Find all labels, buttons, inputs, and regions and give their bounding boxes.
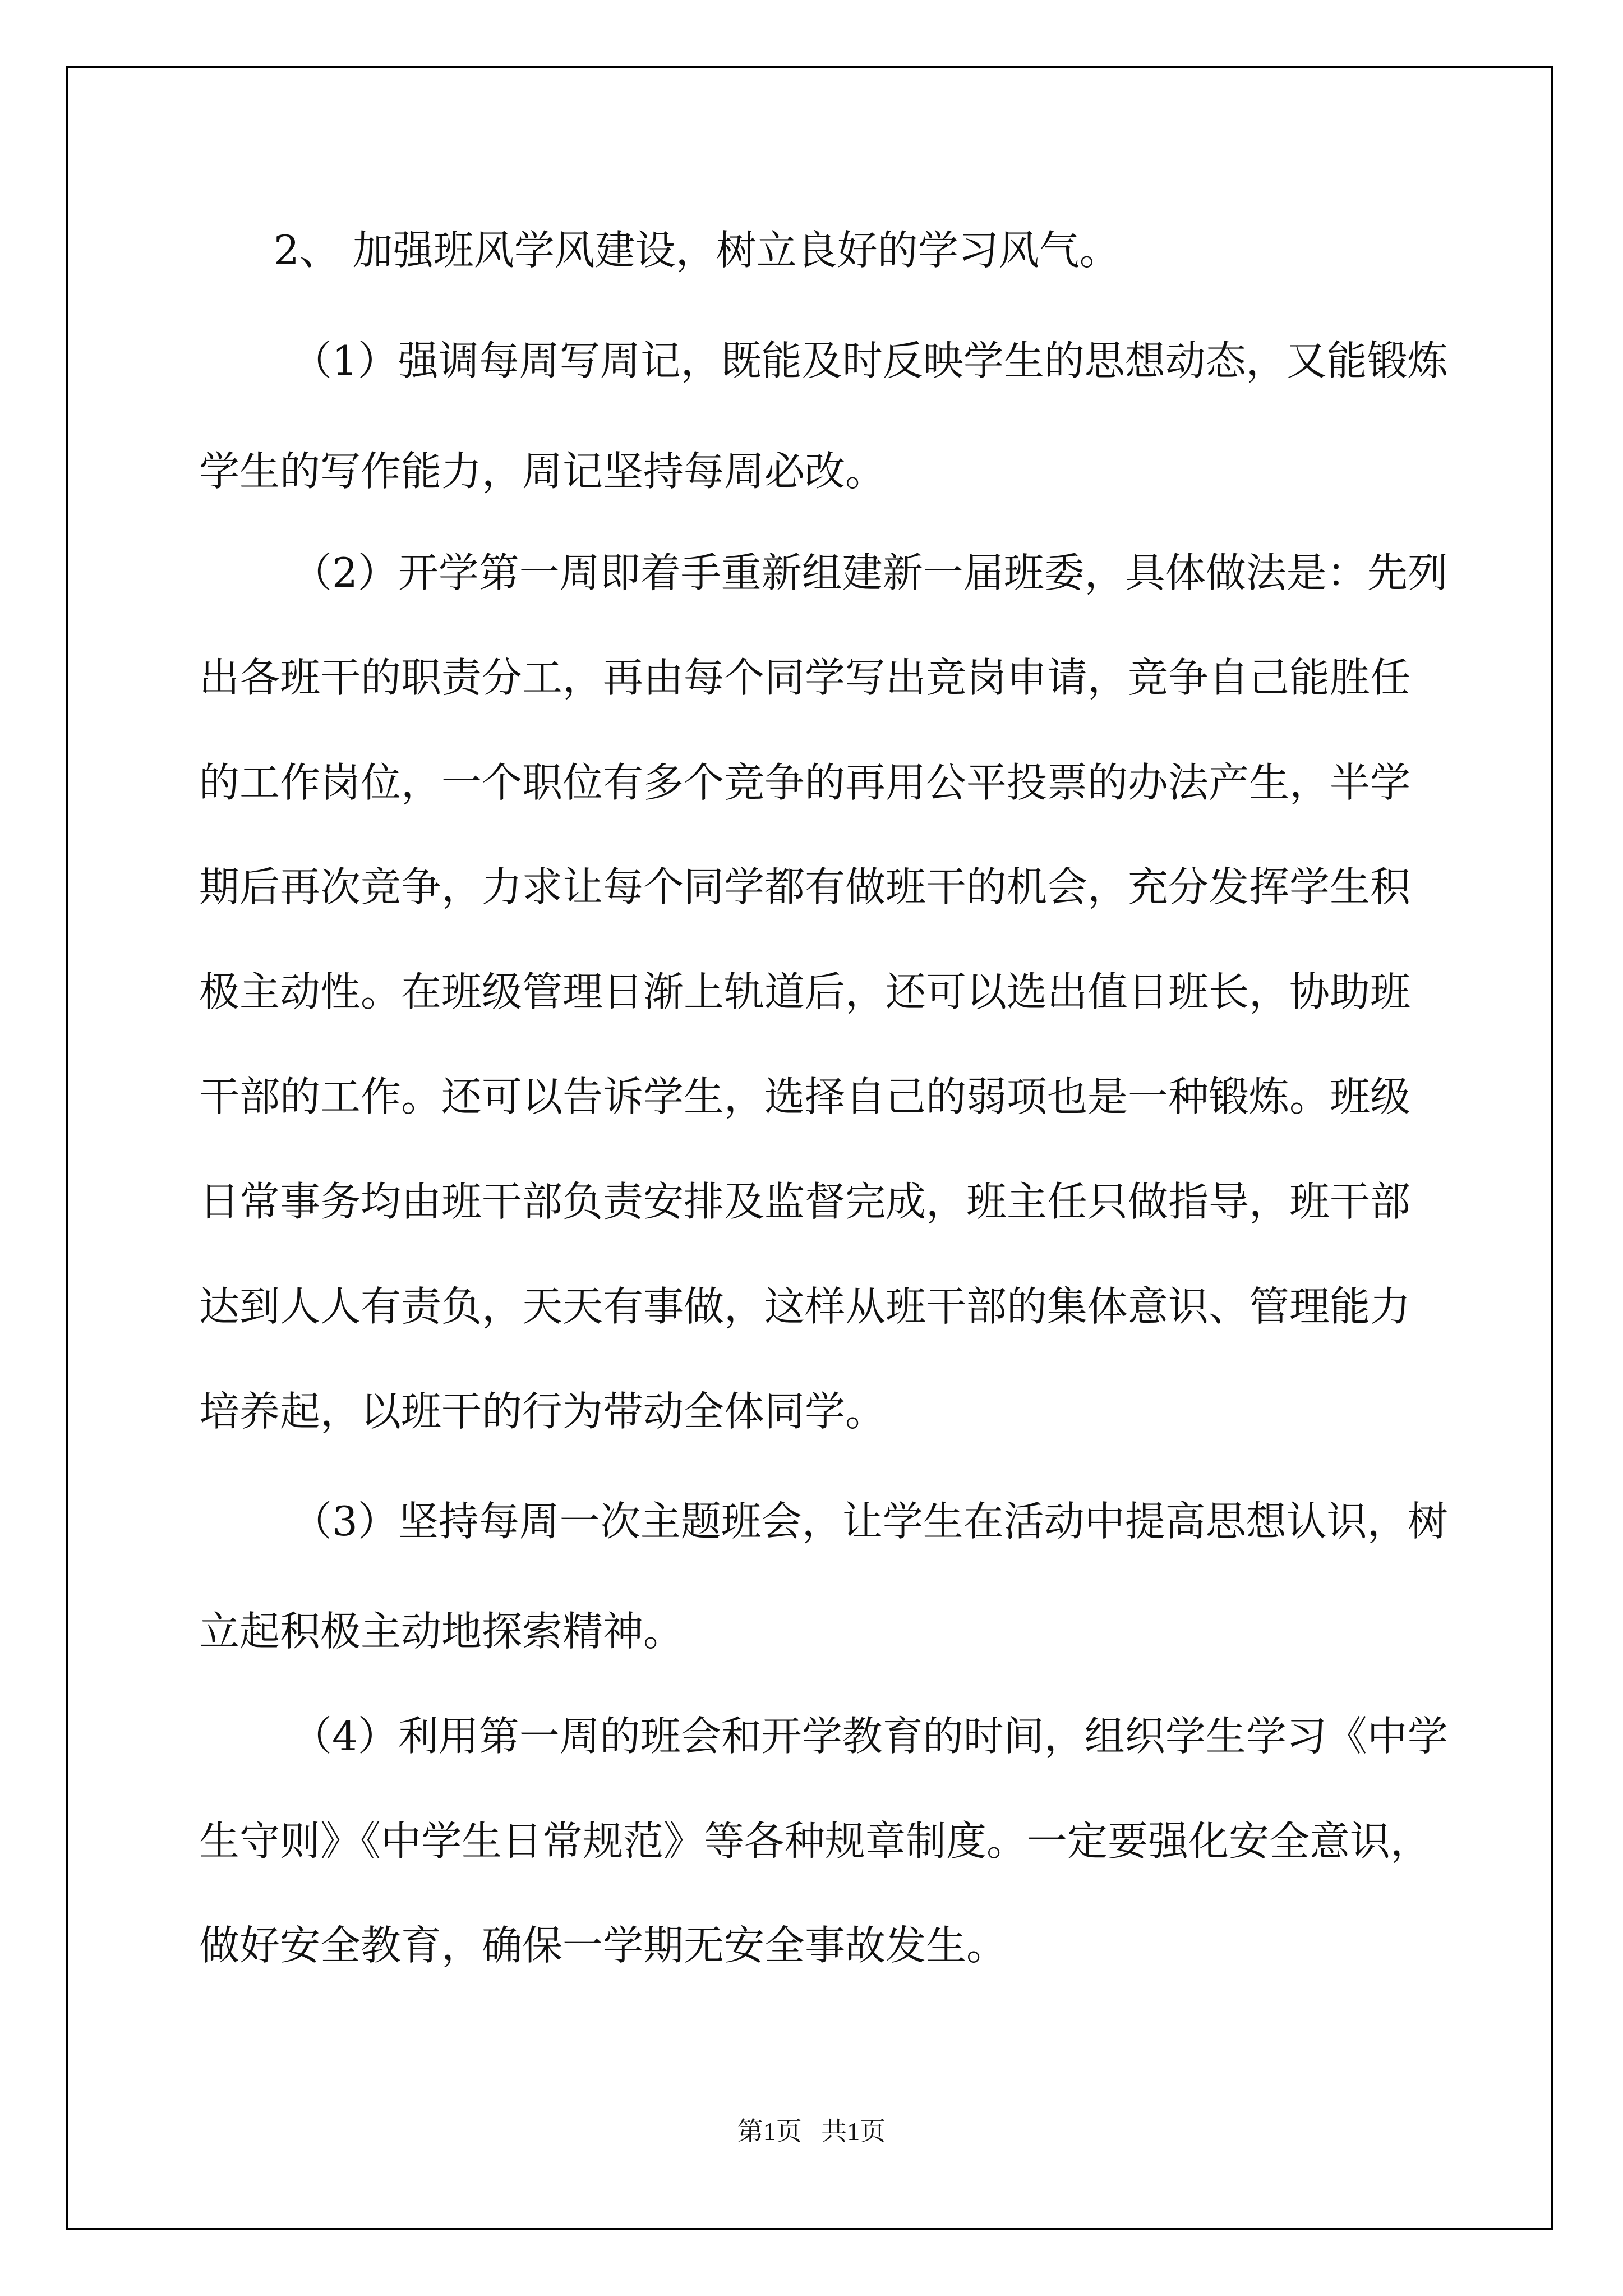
page-border <box>66 66 1553 2230</box>
paragraph-1-line-2: 学生的写作能力，周记坚持每周必改。 <box>199 448 886 495</box>
paragraph-4-line-2: 生守则》《中学生日常规范》等各种规章制度。一定要强化安全意识， <box>199 1818 1431 1865</box>
paragraph-2-line-4: 期后再次竞争，力求让每个同学都有做班干的机会，充分发挥学生积 <box>199 863 1411 910</box>
paragraph-2-line-2: 出各班干的职责分工，再由每个同学写出竞岗申请，竞争自己能胜任 <box>199 654 1411 701</box>
paragraph-4-line-1: （4）利用第一周的班会和开学教育的时间，组织学生学习《中学 <box>292 1713 1448 1760</box>
paragraph-4-line-3: 做好安全教育，确保一学期无安全事故发生。 <box>199 1922 1007 1969</box>
paragraph-2-line-9: 培养起，以班干的行为带动全体同学。 <box>199 1388 886 1435</box>
paragraph-2-line-5: 极主动性。在班级管理日渐上轨道后，还可以选出值日班长，协助班 <box>199 968 1411 1015</box>
paragraph-2-line-8: 达到人人有责负，天天有事做，这样从班干部的集体意识、管理能力 <box>199 1283 1411 1330</box>
paragraph-1-line-1: （1）强调每周写周记，既能及时反映学生的思想动态，又能锻炼 <box>292 337 1448 384</box>
paragraph-2-line-3: 的工作岗位，一个职位有多个竞争的再用公平投票的办法产生，半学 <box>199 759 1411 806</box>
paragraph-2-line-7: 日常事务均由班干部负责安排及监督完成，班主任只做指导，班干部 <box>199 1178 1411 1225</box>
paragraph-2-line-1: （2）开学第一周即着手重新组建新一届班委，具体做法是：先列 <box>292 549 1448 596</box>
paragraph-2-line-6: 干部的工作。还可以告诉学生，选择自己的弱项也是一种锻炼。班级 <box>199 1073 1411 1120</box>
page-number-footer: 第1页 共1页 <box>737 2117 886 2146</box>
paragraph-3-line-1: （3）坚持每周一次主题班会，让学生在活动中提高思想认识，树 <box>292 1498 1448 1545</box>
section-heading: 2、 加强班风学风建设，树立良好的学习风气。 <box>274 227 1120 274</box>
paragraph-3-line-2: 立起积极主动地探索精神。 <box>199 1608 684 1655</box>
